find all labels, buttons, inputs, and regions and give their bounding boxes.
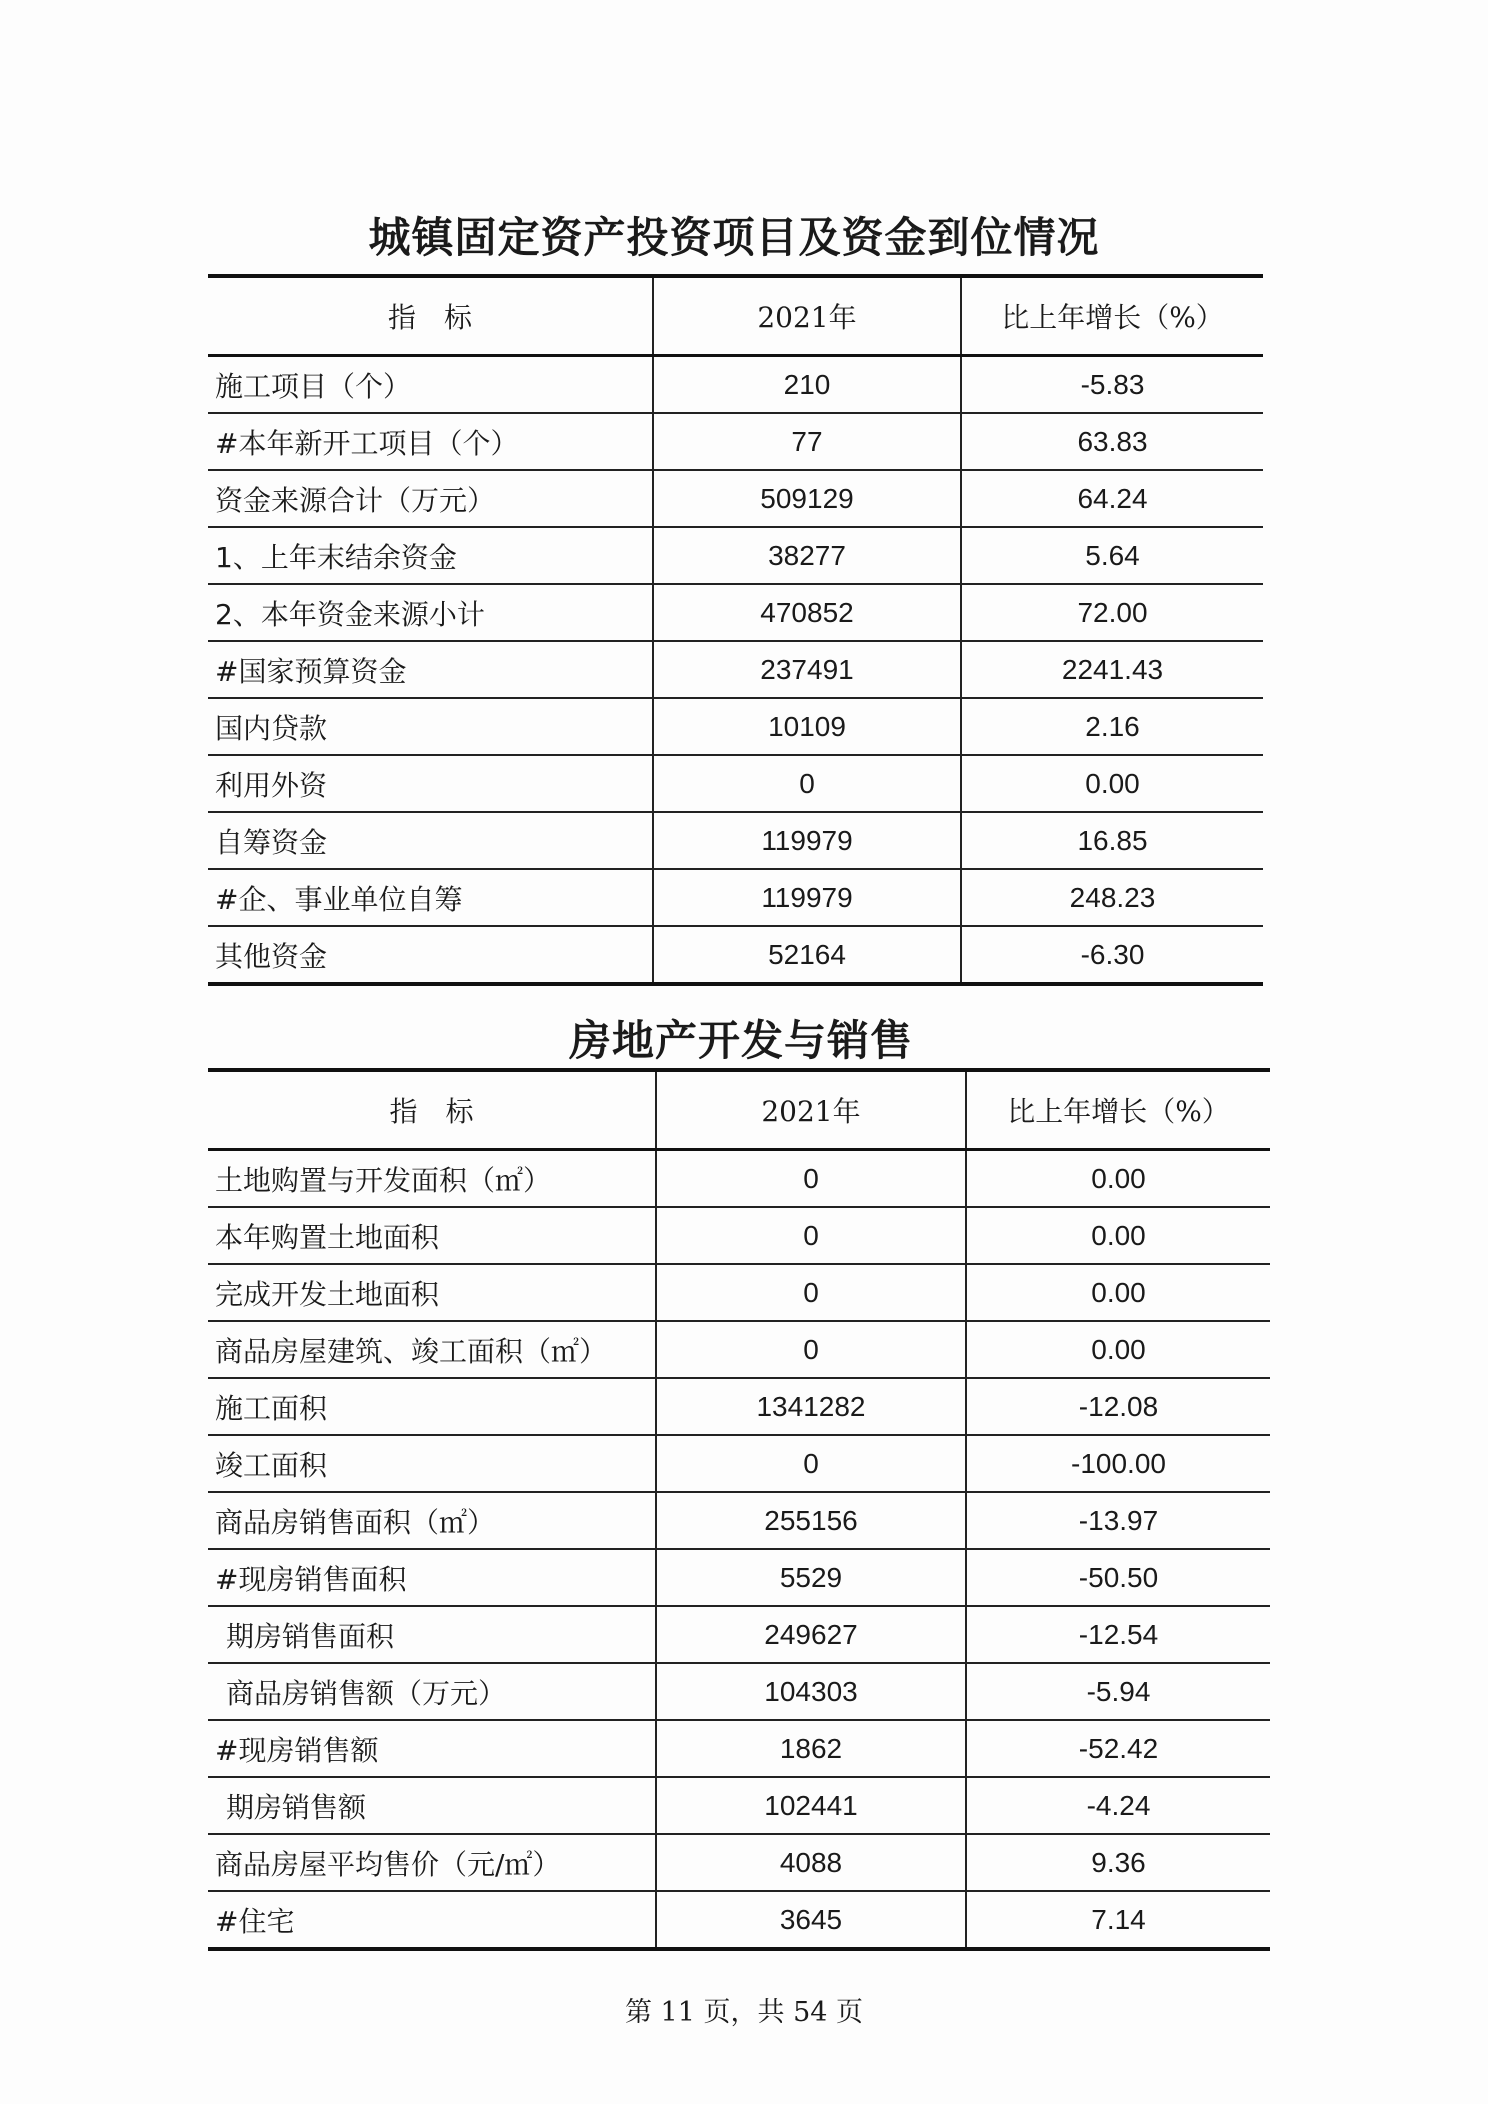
table-row bbox=[208, 1834, 1270, 1891]
row-growth: -52.42 bbox=[966, 1720, 1270, 1777]
row-growth: -5.94 bbox=[966, 1663, 1270, 1720]
row-value: 0 bbox=[653, 755, 961, 812]
row-value: 52164 bbox=[653, 926, 961, 984]
row-growth: 0.00 bbox=[966, 1264, 1270, 1321]
row-value: 0 bbox=[656, 1150, 966, 1208]
row-label: 施工面积 bbox=[208, 1378, 656, 1435]
table-row bbox=[208, 1150, 1270, 1208]
row-label: 其他资金 bbox=[215, 939, 328, 973]
table-row bbox=[208, 1264, 1270, 1321]
table-row bbox=[208, 1663, 1270, 1720]
table-row bbox=[208, 926, 1263, 984]
table-row bbox=[208, 698, 1263, 755]
row-value: 249627 bbox=[656, 1606, 966, 1663]
row-growth: 5.64 bbox=[961, 527, 1263, 584]
row-growth: 0.00 bbox=[966, 1150, 1270, 1208]
row-value: 0 bbox=[656, 1321, 966, 1378]
row-value: 119979 bbox=[653, 869, 961, 926]
table-row bbox=[208, 1321, 1270, 1378]
table-row bbox=[208, 1549, 1270, 1606]
row-value: 0 bbox=[656, 1435, 966, 1492]
row-label: 完成开发土地面积 bbox=[208, 1264, 656, 1321]
row-value: 10109 bbox=[653, 698, 961, 755]
header-year: 2021年 bbox=[653, 276, 961, 356]
table-row bbox=[208, 1891, 1270, 1949]
row-growth: -12.08 bbox=[966, 1378, 1270, 1435]
row-value: 210 bbox=[653, 356, 961, 414]
row-label: 商品房屋建筑、竣工面积（㎡） bbox=[208, 1321, 656, 1378]
table-row bbox=[208, 1720, 1270, 1777]
row-value: 0 bbox=[656, 1264, 966, 1321]
row-growth: -13.97 bbox=[966, 1492, 1270, 1549]
table-row bbox=[208, 1492, 1270, 1549]
row-label: 土地购置与开发面积（㎡） bbox=[208, 1150, 656, 1208]
row-growth: 0.00 bbox=[961, 755, 1263, 812]
header-growth: 比上年增长（%） bbox=[966, 1070, 1270, 1150]
row-growth: 72.00 bbox=[961, 584, 1263, 641]
row-value: 5529 bbox=[656, 1549, 966, 1606]
row-label: 2、本年资金来源小计 bbox=[208, 584, 653, 641]
table-row bbox=[208, 641, 1263, 698]
row-growth: -4.24 bbox=[966, 1777, 1270, 1834]
row-value: 509129 bbox=[653, 470, 961, 527]
row-growth: 9.36 bbox=[966, 1834, 1270, 1891]
row-value: 102441 bbox=[656, 1777, 966, 1834]
table-row bbox=[208, 584, 1263, 641]
row-label: #企、事业单位自筹 bbox=[208, 869, 653, 926]
table-row bbox=[208, 869, 1263, 926]
row-value: 0 bbox=[656, 1207, 966, 1264]
row-growth: 248.23 bbox=[961, 869, 1263, 926]
row-label: 本年购置土地面积 bbox=[208, 1207, 656, 1264]
header-year: 2021年 bbox=[656, 1070, 966, 1150]
row-growth: -100.00 bbox=[966, 1435, 1270, 1492]
row-label: 商品房屋平均售价（元/㎡） bbox=[208, 1834, 656, 1891]
row-value: 237491 bbox=[653, 641, 961, 698]
table-row bbox=[208, 356, 1263, 414]
row-value: 77 bbox=[653, 413, 961, 470]
table-header-row bbox=[208, 276, 1263, 356]
row-label: #现房销售面积 bbox=[208, 1549, 656, 1606]
row-label: #国家预算资金 bbox=[208, 641, 653, 698]
row-value: 1341282 bbox=[656, 1378, 966, 1435]
header-growth: 比上年增长（%） bbox=[961, 276, 1263, 356]
row-label: 期房销售面积 bbox=[208, 1606, 656, 1663]
row-value: 1862 bbox=[656, 1720, 966, 1777]
row-value: 104303 bbox=[656, 1663, 966, 1720]
page-footer: 第 11 页，共 54 页 bbox=[624, 1997, 864, 2028]
table1-title: 城镇固定资产投资项目及资金到位情况 bbox=[368, 213, 1100, 262]
row-label: 商品房销售面积（㎡） bbox=[208, 1492, 656, 1549]
fixed-asset-investment-table bbox=[208, 274, 1263, 986]
row-growth: 16.85 bbox=[961, 812, 1263, 869]
real-estate-table bbox=[208, 1068, 1270, 1951]
table-row bbox=[208, 812, 1263, 869]
row-growth: 2.16 bbox=[961, 698, 1263, 755]
row-label: 国内贷款 bbox=[208, 698, 653, 755]
row-growth: -50.50 bbox=[966, 1549, 1270, 1606]
row-value: 470852 bbox=[653, 584, 961, 641]
row-label: 商品房销售额（万元） bbox=[208, 1663, 656, 1720]
row-label: 施工项目（个） bbox=[208, 356, 653, 414]
table-row bbox=[208, 1435, 1270, 1492]
table-row bbox=[208, 1378, 1270, 1435]
row-label: 资金来源合计（万元） bbox=[208, 470, 653, 527]
row-growth: 63.83 bbox=[961, 413, 1263, 470]
row-growth: -6.30 bbox=[961, 926, 1263, 984]
row-value: 255156 bbox=[656, 1492, 966, 1549]
row-label: 竣工面积 bbox=[208, 1435, 656, 1492]
row-growth: 2241.43 bbox=[961, 641, 1263, 698]
row-value: 3645 bbox=[656, 1891, 966, 1949]
row-label: 期房销售额 bbox=[208, 1777, 656, 1834]
table-row bbox=[208, 755, 1263, 812]
table-row bbox=[208, 1777, 1270, 1834]
row-value: 4088 bbox=[656, 1834, 966, 1891]
row-growth: -5.83 bbox=[961, 356, 1263, 414]
table-row bbox=[208, 527, 1263, 584]
row-label: #现房销售额 bbox=[208, 1720, 656, 1777]
row-growth: 0.00 bbox=[966, 1207, 1270, 1264]
table2-title: 房地产开发与销售 bbox=[568, 1016, 913, 1065]
table-row bbox=[208, 413, 1263, 470]
table-row bbox=[208, 470, 1263, 527]
row-value: 119979 bbox=[653, 812, 961, 869]
row-growth: 7.14 bbox=[966, 1891, 1270, 1949]
table-row bbox=[208, 1207, 1270, 1264]
row-value: 38277 bbox=[653, 527, 961, 584]
row-growth: 0.00 bbox=[966, 1321, 1270, 1378]
row-label: 自筹资金 bbox=[208, 812, 653, 869]
table-row bbox=[208, 1606, 1270, 1663]
row-growth: -12.54 bbox=[966, 1606, 1270, 1663]
row-label: #住宅 bbox=[215, 1904, 295, 1938]
row-growth: 64.24 bbox=[961, 470, 1263, 527]
row-label: #本年新开工项目（个） bbox=[208, 413, 653, 470]
row-label: 1、上年末结余资金 bbox=[208, 527, 653, 584]
header-indicator: 指 标 bbox=[208, 1070, 656, 1150]
row-label: 利用外资 bbox=[208, 755, 653, 812]
header-indicator: 指 标 bbox=[208, 276, 653, 356]
table-header-row bbox=[208, 1070, 1270, 1150]
